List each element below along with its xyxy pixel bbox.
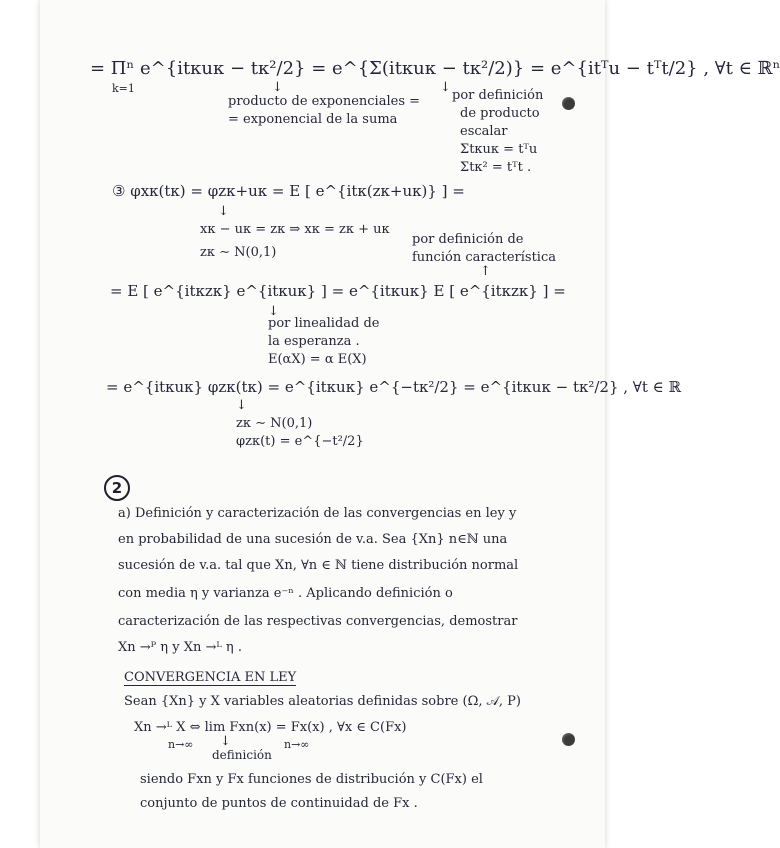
exercise-line: en probabilidad de una sucesión de v.a. Sea {Xn} n∈ℕ una <box>118 532 508 547</box>
notebook-page <box>40 0 780 848</box>
up-arrow-icon: ↑ <box>480 264 491 279</box>
down-arrow-icon: ↓ <box>220 734 231 749</box>
limit-subscript: n→∞ <box>168 738 194 751</box>
definition-line: Sean {Xn} y X variables aleatorias definidas sobre (Ω, 𝒜, P) <box>124 694 521 709</box>
binder-hole <box>562 97 575 110</box>
down-arrow-icon: ↓ <box>236 398 247 413</box>
note-line: de producto <box>460 106 540 121</box>
note-line: por linealidad de <box>268 316 380 331</box>
equation-line: = Πⁿ e^{itκuκ − tκ²/2} = e^{Σ(itκuκ − tκ²/2)} = e^{itᵀu − tᵀt/2} , ∀t ∈ ℝⁿ <box>90 58 780 79</box>
product-index: k=1 <box>112 82 135 95</box>
note-line: la esperanza . <box>268 334 360 349</box>
note-line: por definición <box>452 88 544 103</box>
note-line: Σtκ² = tᵀt . <box>460 160 532 175</box>
down-arrow-icon: ↓ <box>268 304 279 319</box>
exercise-line: caracterización de las respectivas convergencias, demostrar <box>118 614 518 629</box>
exercise-line: Xn →ᴾ η y Xn →ᴸ η . <box>118 640 242 655</box>
note-line: E(αX) = α E(X) <box>268 352 367 367</box>
note-line: xκ − uκ = zκ ⇒ xκ = zκ + uκ <box>200 222 390 237</box>
section-heading: CONVERGENCIA EN LEY <box>124 670 297 685</box>
exercise-line: sucesión de v.a. tal que Xn, ∀n ∈ ℕ tiene distribución normal <box>118 558 519 573</box>
note-line: = exponencial de la suma <box>228 112 398 127</box>
binder-hole <box>562 733 575 746</box>
note-line: por definición de <box>412 232 524 247</box>
note-line: definición <box>212 748 272 762</box>
exercise-line: a) Definición y caracterización de las convergencias en ley y <box>118 506 517 521</box>
definition-line: conjunto de puntos de continuidad de Fx . <box>140 796 418 811</box>
exercise-line: con media η y varianza e⁻ⁿ . Aplicando definición o <box>118 586 453 601</box>
equation-line: ③ φxκ(tκ) = φzκ+uκ = E [ e^{itκ(zκ+uκ)} ] = <box>112 182 465 200</box>
section-number: 2 <box>104 475 130 501</box>
down-arrow-icon: ↓ <box>272 80 283 95</box>
limit-subscript: n→∞ <box>284 738 310 751</box>
down-arrow-icon: ↓ <box>218 204 229 219</box>
note-line: zκ ∼ N(0,1) <box>236 416 313 431</box>
definition-line: Xn →ᴸ X ⇔ lim Fxn(x) = Fx(x) , ∀x ∈ C(Fx) <box>134 720 407 735</box>
equation-line: = e^{itκuκ} φzκ(tκ) = e^{itκuκ} e^{−tκ²/2} = e^{itκuκ − tκ²/2} , ∀t ∈ ℝ <box>106 378 681 396</box>
definition-line: siendo Fxn y Fx funciones de distribución y C(Fx) el <box>140 772 483 787</box>
note-line: Σtκuκ = tᵀu <box>460 142 538 157</box>
note-line: función característica <box>412 250 556 265</box>
note-line: escalar <box>460 124 508 139</box>
equation-line: = E [ e^{itκzκ} e^{itκuκ} ] = e^{itκuκ} E [ e^{itκzκ} ] = <box>110 282 566 300</box>
note-line: φzκ(t) = e^{−t²/2} <box>236 434 364 449</box>
note-line: zκ ∼ N(0,1) <box>200 245 277 260</box>
down-arrow-icon: ↓ <box>440 80 451 95</box>
note-line: producto de exponenciales = <box>228 94 421 109</box>
